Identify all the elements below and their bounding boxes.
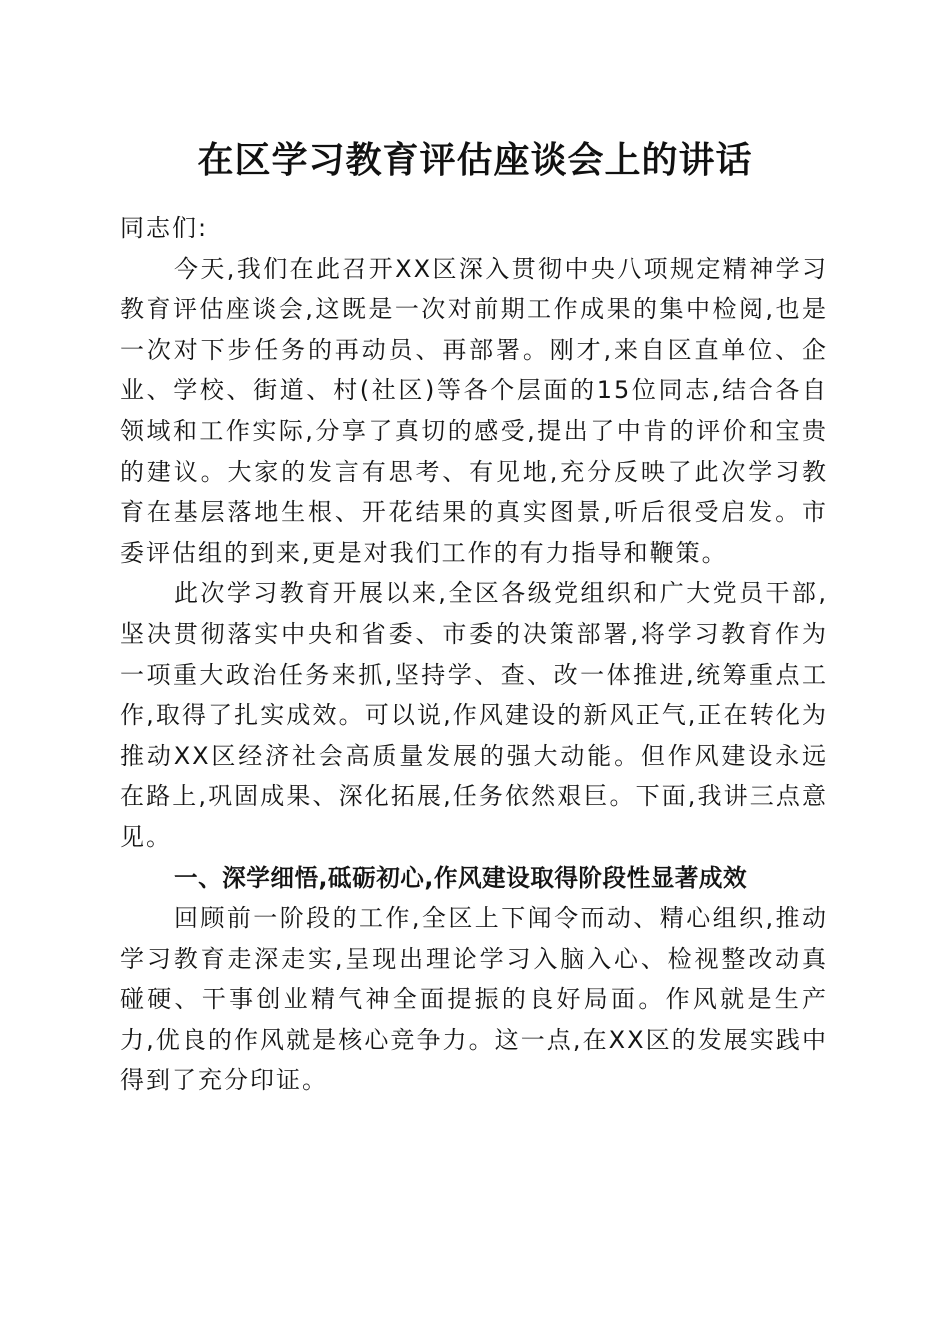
section-heading-1: 一、深学细悟,砥砺初心,作风建设取得阶段性显著成效 [174,863,748,892]
salutation: 同志们: [120,214,209,242]
document-body [120,208,828,1101]
paragraph-section-1: 回顾前一阶段的工作,全区上下闻令而动、精心组织,推动学习教育走深走实,呈现出理论学习入脑入心、检视整改动真碰硬、干事创业精气神全面提振的良好局面。作风就是生产力,优良的作风就是核心竞争力。这一点,在XX区的发展实践中得到了充分印证。 [120,904,828,1095]
document-title: 在区学习教育评估座谈会上的讲话 [197,139,753,181]
paragraph-overview: 此次学习教育开展以来,全区各级党组织和广大党员干部,坚决贯彻落实中央和省委、市委的决策部署,将学习教育作为一项重大政治任务来抓,坚持学、查、改一体推进,统筹重点工作,取得了扎实成效。可以说,作风建设的新风正气,正在转化为推动XX区经济社会高质量发展的强大动能。但作风建设永远在路上,巩固成果、深化拓展,任务依然艰巨。下面,我讲三点意见。 [120,579,828,851]
paragraph-opening: 今天,我们在此召开XX区深入贯彻中央八项规定精神学习教育评估座谈会,这既是一次对前期工作成果的集中检阅,也是一次对下步任务的再动员、再部署。刚才,来自区直单位、企业、学校、街道、村(社区)等各个层面的15位同志,结合各自领域和工作实际,分享了真切的感受,提出了中肯的评价和宝贵的建议。大家的发言有思考、有见地,充分反映了此次学习教育在基层落地生根、开花结果的真实图景,听后很受启发。市委评估组的到来,更是对我们工作的有力指导和鞭策。 [120,254,828,567]
